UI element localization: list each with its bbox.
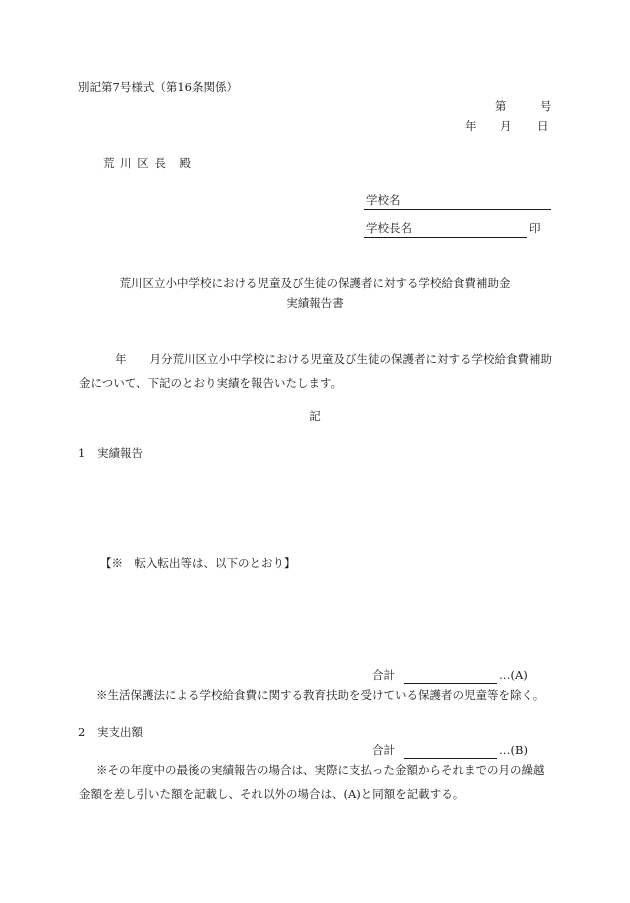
school-name-label: 学校名 bbox=[366, 193, 401, 207]
section2-number: 2 bbox=[78, 725, 86, 739]
total-b-suffix: …(B) bbox=[499, 743, 528, 757]
date-year: 年 bbox=[465, 119, 477, 133]
section2-heading: 実支出額 bbox=[97, 725, 143, 739]
principal-label: 学校長名 bbox=[366, 221, 412, 235]
section1-number: 1 bbox=[78, 446, 86, 460]
date-month: 月 bbox=[500, 119, 512, 133]
doc-number-prefix: 第 bbox=[495, 99, 507, 113]
transfer-note: 【※ 転入転出等は、以下のとおり】 bbox=[100, 556, 296, 570]
doc-number-suffix: 号 bbox=[540, 99, 552, 113]
note-1: ※生活保護法による学校給食費に関する教育扶助を受けている保護者の児童等を除く。 bbox=[96, 688, 545, 702]
seal-label: 印 bbox=[529, 221, 541, 235]
total-a-suffix: …(A) bbox=[499, 668, 528, 682]
school-name-line bbox=[364, 209, 551, 210]
addressee: 荒 川 区 長 殿 bbox=[103, 156, 192, 170]
form-label: 別記第7号様式（第16条関係） bbox=[78, 80, 238, 94]
title-line-2: 実績報告書 bbox=[286, 296, 344, 310]
total-a-label: 合計 bbox=[372, 668, 395, 682]
total-a-line bbox=[404, 683, 497, 684]
title-line-1: 荒川区立小中学校における児童及び生徒の保護者に対する学校給食費補助金 bbox=[119, 276, 511, 290]
principal-line bbox=[364, 237, 527, 238]
date-day: 日 bbox=[537, 119, 549, 133]
body-text: 年 月分荒川区立小中学校における児童及び生徒の保護者に対する学校給食費補助金について、下記のとおり実績を報告いたします。 bbox=[79, 352, 552, 390]
note-2: ※その年度中の最後の実績報告の場合は、実際に支払った金額からそれまでの月の繰越金額を差し引いた額を記載し、それ以外の場合は、(A)と同額を記載する。 bbox=[79, 763, 545, 801]
section1-heading: 実績報告 bbox=[97, 446, 143, 460]
ki-label: 記 bbox=[309, 409, 321, 423]
total-b-label: 合計 bbox=[372, 743, 395, 757]
